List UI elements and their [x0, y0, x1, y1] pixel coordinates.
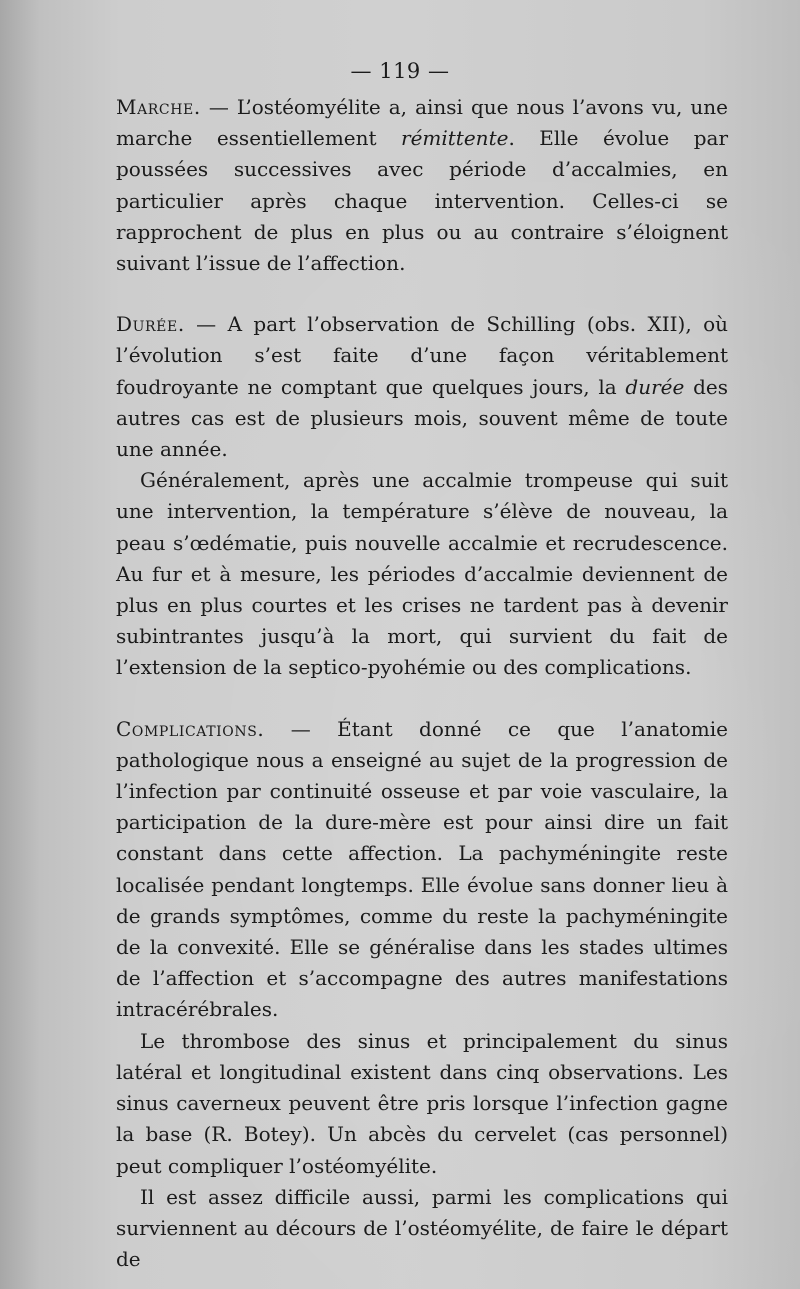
section-heading-complications: Complications.: [116, 716, 265, 741]
page-number: — 119 —: [350, 59, 450, 83]
paragraph-complications: [116, 714, 728, 1026]
paragraph-text: — Étant donné ce que l’anatomie pathologique nous a enseigné au sujet de la progression de l’infection par continuité osseuse et par voie vasculaire, la participation de la dure-mère est pour ainsi dire un fait constant dans cette affection. La pachyméningite reste localisée pendant longtemps. Elle évolue sans donner lieu à de grands symptômes, comme du reste la pachyméningite de la convexité. Elle se généralise dans les stades ultimes de l’affection et s’accompagne des autres manifestations intracérébrales.: [116, 716, 728, 1022]
paragraph-marche: [116, 92, 728, 279]
paragraph-text: — A part l’observation de Schilling (obs. XII), où l’évolution s’est faite d’une façon véritablement foudroyante ne comptant que quelques jours, la: [116, 312, 728, 399]
paragraph-text: des autres cas est de plusieurs mois, souvent même de toute une année.: [116, 374, 728, 462]
paragraph-text: . Elle évolue par poussées successives avec période d’accalmies, en particulier après chaque intervention. Celles-ci se rapprochent de plus en plus ou au contraire s’éloignent suivant l’issue de l’affection.: [116, 126, 729, 276]
emphasis-duree: durée: [625, 374, 685, 399]
paragraph-difficile: Il est assez difficile aussi, parmi les complications qui surviennent au décours de l’ostéomyélite, de faire le départ de: [116, 1184, 728, 1272]
paragraph-thrombose: Le thrombose des sinus et principalement du sinus latéral et longitudinal existent dans cinq observations. Les sinus caverneux peuvent être pris lorsque l’infection gagne la base (R. Botey). Un abcès du cervelet (cas personnel) peut compliquer l’ostéomyélite.: [116, 1028, 728, 1178]
paragraph-generalement: Généralement, après une accalmie trompeuse qui suit une intervention, la température s’élève de nouveau, la peau s’œdématie, puis nouvelle accalmie et recrudescence. Au fur et à mesure, les périodes d’accalmie deviennent de plus en plus courtes et les crises ne tardent pas à devenir subintrantes jusqu’à la mort, qui survient du fait de l’extension de la septico-pyohémie ou des complications.: [116, 468, 728, 680]
paragraph-text: — L’ostéomyélite a, ainsi que nous l’avons vu, une marche essentiellement: [116, 95, 728, 151]
emphasis-remittente: rémittente: [401, 126, 509, 151]
paragraph-duree: [116, 309, 728, 465]
section-heading-duree: Durée.: [116, 312, 185, 337]
page-body: [116, 92, 728, 1275]
section-heading-marche: Marche.: [116, 95, 201, 119]
